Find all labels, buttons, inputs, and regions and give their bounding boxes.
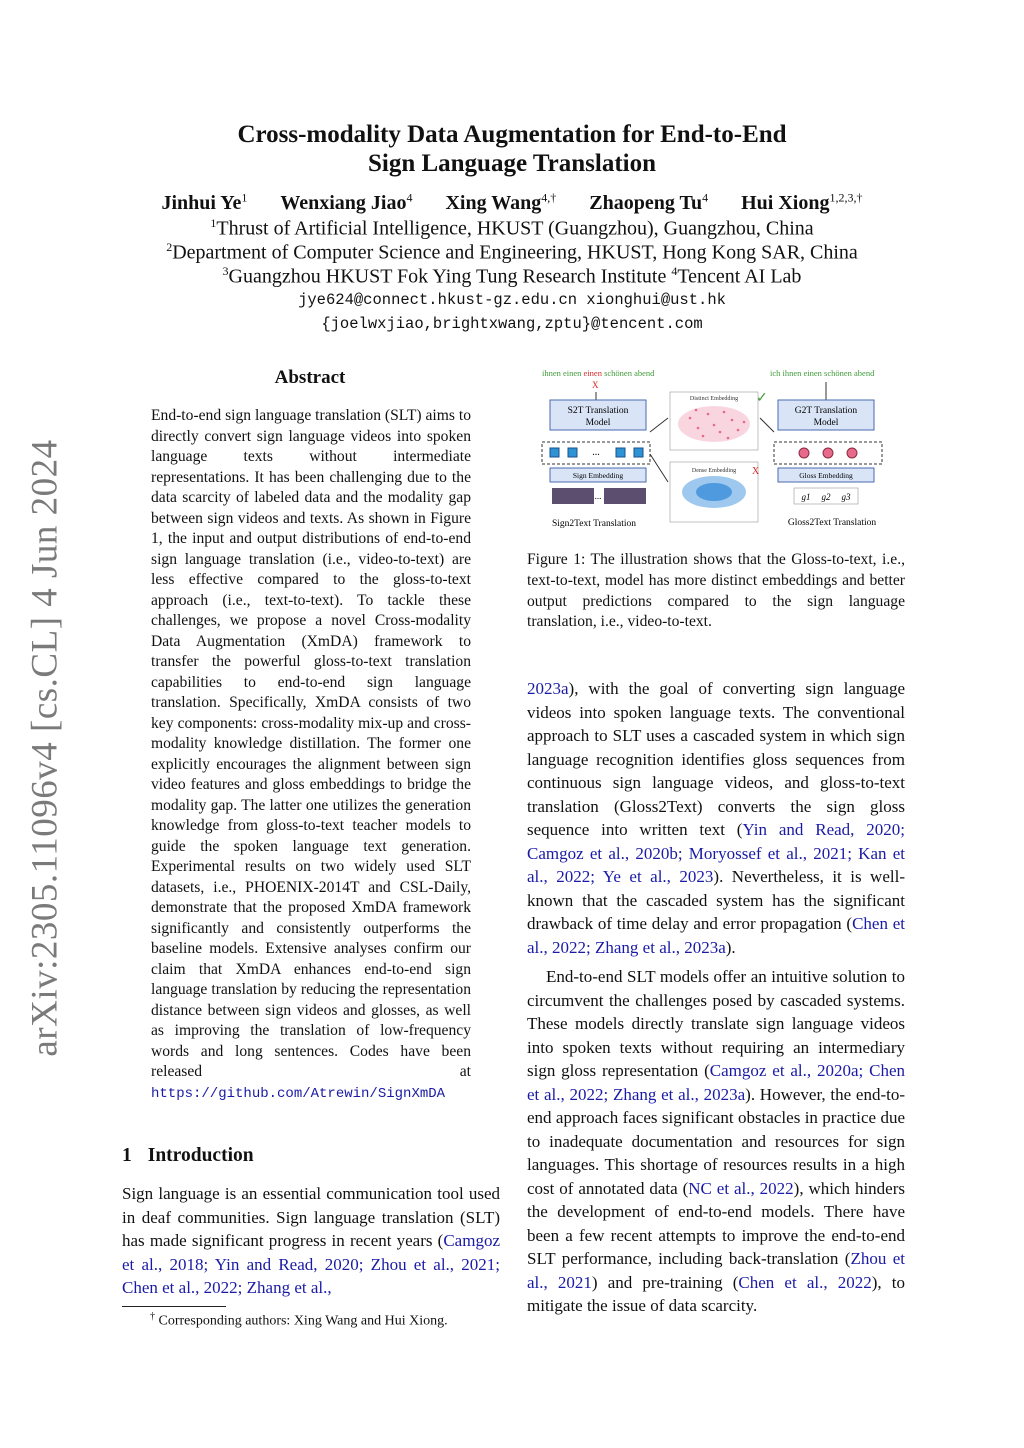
figure-caption: Figure 1: The illustration shows that the Gloss-to-text, i.e., text-to-text, model has more distinct embeddings and better output predictions compared to the sign language translation, i.e., video-to-text. <box>527 551 905 631</box>
gloss2text-caption: Gloss2Text Translation <box>787 518 877 528</box>
email-line-1: jye624@connect.hkust-gz.edu.cn xionghui@ust.hk <box>298 291 726 309</box>
author-list <box>0 190 1024 215</box>
g2t-model-word: Model <box>813 418 839 428</box>
feature-square <box>568 448 577 457</box>
gloss-feature-circle <box>799 448 809 458</box>
affiliation-2: $^2$Department of Computer Science and Engineering, HKUST, Hong Kong SAR, China <box>166 240 858 264</box>
author: Zhaopeng Tu$^4$ <box>589 190 709 214</box>
paragraph: End-to-end SLT models offer an intuitive solution to circumvent the challenges posed by cascaded systems. These models directly translate sign language videos into spoken texts without requiring an intermediary sign gloss representation (Camgoz et al., 2020a; Chen et al., 2022; Zhang et al., 2023a). However, the end-to-end approach faces significant obstacles in practice due to inadequate documentation and resources for sign languages. This shortage of resources results in a high cost of annotated data (NC et al., 2022), which hinders the development of end-to-end models. There have been a few recent attempts to improve the end-to-end SLT performance, including back-translation (Zhou et al., 2021) and pre-training (Chen et al., 2022), to mitigate the issue of data scarcity. <box>527 967 906 1315</box>
distinct-embedding-label: Distinct Embedding <box>689 396 739 402</box>
feature-square <box>634 448 643 457</box>
email-line-2: {joelwxjiao,brightxwang,zptu}@tencent.com <box>321 315 703 333</box>
video-frame <box>604 488 646 504</box>
citation-link[interactable]: Zhou et al., 2021 <box>527 1249 905 1292</box>
citation-link[interactable]: Chen et al., 2022; Zhang et al., 2023a <box>527 914 905 957</box>
dense-core <box>696 483 732 501</box>
sign-embedding-label: Sign Embedding <box>572 471 624 480</box>
sign2text-caption: Sign2Text Translation <box>551 519 637 529</box>
citation-link[interactable]: 2023a <box>527 679 569 698</box>
author: Hui Xiong$^{1,2,3,\dagger}$ <box>741 190 863 214</box>
affiliation-3: $^3$Guangzhou HKUST Fok Ying Tung Research Institute $^4$Tencent AI Lab <box>222 264 802 288</box>
gloss-embedding-label: Gloss Embedding <box>799 471 853 480</box>
right-output-text: ich ihnen einen schönen abend <box>770 368 875 378</box>
citation-link[interactable]: Yin and Read, 2020; Camgoz et al., 2020b; Moryossef et al., 2021; Kan et al., 2022; Ye et al., 2023 <box>527 820 905 886</box>
title-line-2: Sign Language Translation <box>367 150 657 177</box>
s2t-model-word: Model <box>585 418 611 428</box>
connector-line <box>650 418 668 432</box>
connector-line <box>650 454 668 482</box>
feature-square <box>550 448 559 457</box>
author: Xing Wang$^{4,\dagger}$ <box>445 190 557 214</box>
title-line-1: Cross-modality Data Augmentation for End-to-End <box>237 121 787 148</box>
gloss-token: g3 <box>841 492 851 502</box>
cross-mark: X <box>752 466 760 477</box>
author: Wenxiang Jiao$^4$ <box>280 190 413 214</box>
g2t-model-label: G2T Translation <box>794 406 858 416</box>
citation-link[interactable]: Camgoz et al., 2018; Yin and Read, 2020; Zhou et al., 2021; Chen et al., 2022; Zhang et al., <box>122 1231 500 1297</box>
check-mark: ✓ <box>756 391 768 406</box>
abstract-body: End-to-end sign language translation (SLT) aims to directly convert sign language videos into spoken language texts without intermediate representations. It has been challenging due to the data scarcity of labeled data and the modality gap between sign videos and texts. As shown in Figure 1, the input and output distributions of end-to-end sign language translation (i.e., video-to-text) are less effective compared to the gloss-to-text approach (i.e., text-to-text). To tackle these challenges, we propose a novel Cross-modality Data Augmentation (XmDA) framework to transfer the powerful gloss-to-text translation capabilities to end-to-end sign language translation. Specifically, XmDA consists of two key components: cross-modality mix-up and cross-modality knowledge distillation. The former one explicitly encourages the alignment between sign video features and gloss embeddings to bridge the modality gap. The latter one utilizes the generation knowledge from gloss-to-text teacher models to guide the spoken language text generation. Experimental results on two widely used SLT datasets, i.e., PHOENIX-2014T and CSL-Daily, demonstrate that the proposed XmDA framework significantly and consistently outperforms the baseline models. Extensive analyses confirm our claim that XmDA enhances end-to-end sign language translation by reducing the representation distance between sign videos and glosses, as well as improving the translation of low-frequency words and long sentences. Codes have been released at https://github.com/Atrewin/SignXmDA <box>151 407 471 1102</box>
video-frame <box>552 488 594 504</box>
dense-embedding-label: Dense Embedding <box>691 468 737 474</box>
affiliation-1: $^1$Thrust of Artificial Intelligence, HKUST (Guangzhou), Guangzhou, China <box>210 216 814 240</box>
s2t-model-label: S2T Translation <box>567 406 629 416</box>
left-output-text: ihnen einen einen schönen abend <box>542 368 655 378</box>
intro-paragraph: Sign language is an essential communication tool used in deaf communities. Sign language translation (SLT) has made significant progress in recent years (Camgoz et al., 2018; Yin and Read, 2020; Zhou et al., 2021; Chen et al., 2022; Zhang et al., <box>122 1184 500 1297</box>
gloss-feature-circle <box>823 448 833 458</box>
section-heading-introduction: 1 Introduction <box>122 1145 254 1166</box>
citation-link[interactable]: NC et al., 2022 <box>688 1178 794 1198</box>
citation-link[interactable]: Chen et al., 2022 <box>738 1272 872 1292</box>
gloss-feature-circle <box>847 448 857 458</box>
ellipsis: ... <box>592 447 600 458</box>
gloss-token: g1 <box>801 492 811 502</box>
footnote: † Corresponding authors: Xing Wang and Hui Xiong. <box>150 1311 448 1329</box>
feature-square <box>616 448 625 457</box>
arxiv-identifier: arXiv:2305.11096v4 [cs.CL] 4 Jun 2024 <box>24 439 66 1057</box>
paper-title <box>0 120 1024 178</box>
right-column-body <box>527 677 905 1324</box>
gloss-token: g2 <box>821 492 831 502</box>
footnote-rule <box>122 1306 226 1307</box>
citation-link[interactable]: Camgoz et al., 2020a; Chen et al., 2022; Zhang et al., 2023a <box>527 1061 905 1104</box>
figure-1 <box>538 362 888 534</box>
abstract-heading: Abstract <box>274 367 346 388</box>
left-error-mark: X <box>592 380 599 390</box>
ellipsis: ... <box>594 491 602 501</box>
author: Jinhui Ye$^1$ <box>161 190 248 214</box>
paragraph: 2023a), with the goal of converting sign language videos into spoken language texts. The conventional approach to SLT uses a cascaded system in which sign language recognition identifies gloss sequences from continuous sign language videos, and gloss-to-text translation (Gloss2Text) converts the sign gloss sequence into written text (Yin and Read, 2020; Camgoz et al., 2020b; Moryossef et al., 2021; Kan et al., 2022; Ye et al., 2023). Nevertheless, it is well-known that the cascaded system has the significant drawback of time delay and error propagation (Chen et al., 2022; Zhang et al., 2023a). <box>527 679 905 957</box>
code-link[interactable]: https://github.com/Atrewin/SignXmDA <box>151 1085 446 1102</box>
connector-line <box>760 418 774 432</box>
